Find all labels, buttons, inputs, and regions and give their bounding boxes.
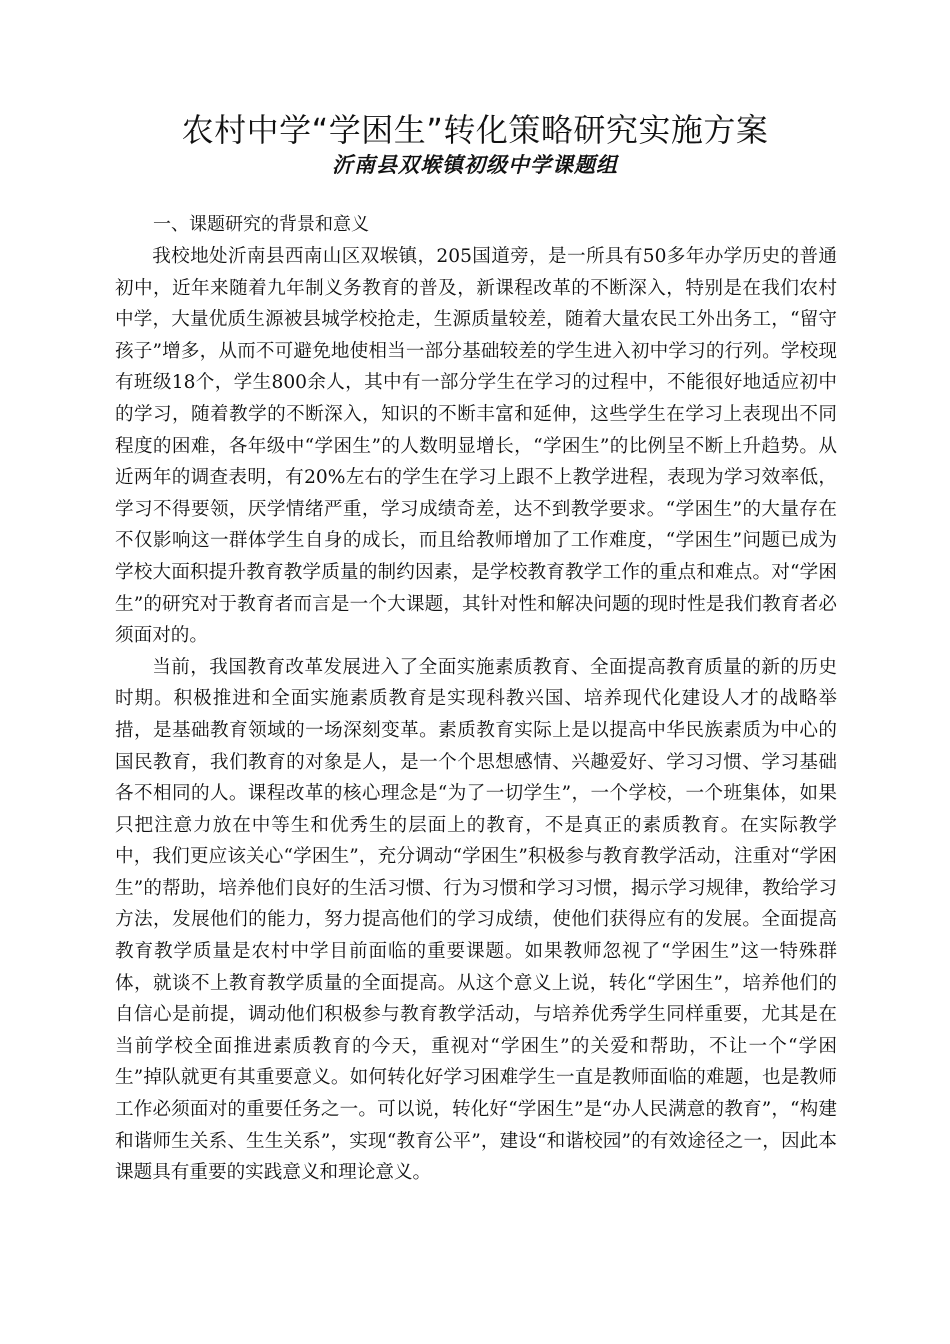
paragraph-2: 当前，我国教育改革发展进入了全面实施素质教育、全面提高教育质量的新的历史时期。积极推进和全面实施素质教育是实现科教兴国、培养现代化建设人才的战略举措，是基础教育领域的一场深刻变革。素质教育实际上是以提高中华民族素质为中心的国民教育，我们教育的对象是人，是一个个思想感情、兴趣爱好、学习习惯、学习基础各不相同的人。课程改革的核心理念是“为了一切学生”，一个学校，一个班集体，如果只把注意力放在中等生和优秀生的层面上的教育，不是真正的素质教育。在实际教学中，我们更应该关心“学困生”，充分调动“学困生”积极参与教育教学活动，注重对“学困生”的帮助，培养他们良好的生活习惯、行为习惯和学习习惯，揭示学习规律，教给学习方法，发展他们的能力，努力提高他们的学习成绩，使他们获得应有的发展。全面提高教育教学质量是农村中学目前面临的重要课题。如果教师忽视了“学困生”这一特殊群体，就谈不上教育教学质量的全面提高。从这个意义上说，转化“学困生”，培养他们的自信心是前提，调动他们积极参与教育教学活动，与培养优秀学生同样重要，尤其是在当前学校全面推进素质教育的今天，重视对“学困生”的关爱和帮助，不让一个“学困生”掉队就更有其重要意义。如何转化好学习困难学生一直是教师面临的难题，也是教师工作必须面对的重要任务之一。可以说，转化好“学困生”是“办人民满意的教育”，“构建和谐师生关系、生生关系”，实现“教育公平”，建设“和谐校园”的有效途径之一，因此本课题具有重要的实践意义和理论意义。 xyxy=(115,656,837,1184)
document-subtitle: 沂南县双堠镇初级中学课题组 xyxy=(332,152,618,177)
document-title: 农村中学“学困生”转化策略研究实施方案 xyxy=(181,111,769,149)
section-heading: 一、课题研究的背景和意义 xyxy=(153,214,369,235)
body-text xyxy=(115,241,837,1189)
paragraph-1: 我校地处沂南县西南山区双堠镇，205国道旁，是一所具有50多年办学历史的普通初中，近年来随着九年制义务教育的普及，新课程改革的不断深入，特别是在我们农村中学，大量优质生源被县城学校抢走，生源质量较差，随着大量农民工外出务工，“留守孩子”增多，从而不可避免地使相当一部分基础较差的学生进入初中学习的行列。学校现有班级18个，学生800余人，其中有一部分学生在学习的过程中，不能很好地适应初中的学习，随着教学的不断深入，知识的不断丰富和延伸，这些学生在学习上表现出不同程度的困难，各年级中“学困生”的人数明显增长，“学困生”的比例呈不断上升趋势。从近两年的调查表明，有20%左右的学生在学习上跟不上教学进程，表现为学习效率低，学习不得要领，厌学情绪严重，学习成绩奇差，达不到教学要求。“学困生”的大量存在不仅影响这一群体学生自身的成长，而且给教师增加了工作难度，“学困生”问题已成为学校大面积提升教育教学质量的制约因素，是学校教育教学工作的重点和难点。对“学困生”的研究对于教育者而言是一个大课题，其针对性和解决问题的现时性是我们教育者必须面对的。 xyxy=(115,246,837,647)
